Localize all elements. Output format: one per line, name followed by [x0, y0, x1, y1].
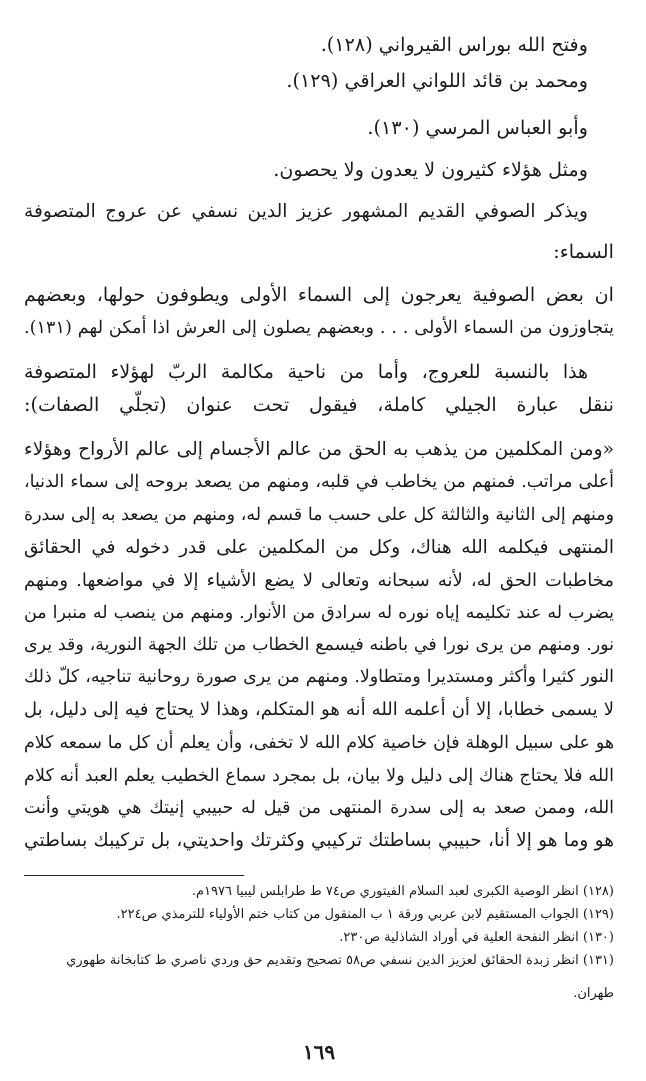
page-number: ١٦٩ [302, 1040, 336, 1064]
quote-line: ان بعض الصوفية يعرجون إلى السماء الأولى ويطوفون حولها، وبعضهم [24, 283, 614, 306]
quote-line: يتجاوزون من السماء الأولى . . . وبعضهم يصلون إلى العرش اذا أمكن لهم (١٣١). [24, 318, 614, 338]
text-line: ننقل عبارة الجيلي كاملة، فيقول تحت عنوان (تجلّي الصفات): [24, 393, 614, 416]
text-line: وفتح الله بوراس القيرواني (١٢٨). [320, 33, 588, 56]
quote-line: الله فلا يحتاج هناك إلى دليل ولا بيان، بل بمجرد سماع الخطيب يعلم العبد أنه كلام [24, 766, 614, 786]
quote-line: لا يسمى خطابا، إلا أن أعلمه الله أنه هو المتكلم، وهذا لا يحتاج فيه إلى دليل، بل [24, 699, 614, 720]
text-line: هذا بالنسبة للعروج، وأما من ناحية مكالمة الربّ لهؤلاء المتصوفة [24, 361, 588, 383]
quote-line: هو وما هو إلا أنا، حبيبي بساطتك تركيبي وكثرتك واحديتي، بل تركيبك بساطتي [24, 830, 614, 851]
quote-line: المنتهى فيكلمه الله هناك، وكل من المكلمين على قدر دخوله في الحقائق [24, 537, 614, 558]
quote-line: هو على سبيل الوهلة فإن خاصية كلام الله لا تخفى، وأن يعلم أن كل ما سمعه كلام [24, 733, 614, 753]
text-line: وأبو العباس المرسي (١٣٠). [367, 116, 588, 139]
text-line: ومحمد بن قائد اللواني العراقي (١٢٩). [286, 69, 588, 92]
book-page [24, 30, 614, 1070]
quote-line: الله، وممن صعد به إلى سدرة المنتهى من قيل له حبيبي إنيتك هي هويتي وأنت [24, 798, 614, 818]
text-line: ويذكر الصوفي القديم المشهور عزيز الدين نسفي عن عروج المتصوفة [24, 201, 588, 222]
footnote: طهران. [573, 986, 614, 1001]
quote-line: نور. ومنهم من يرى نورا في باطنه فيسمع الخطاب من تلك الجهة النورية، وقد يرى [24, 635, 614, 655]
quote-line: يضرب له عند تكليمه إياه نوره له سرادق من الأنوار. ومنهم من ينصب له منبرا من [24, 603, 614, 623]
text-line: السماء: [553, 240, 614, 263]
footnote: (١٣١) انظر زبدة الحقائق لعزيز الدين نسفي ص٥٨ تصحيح وتقديم حق وردي ناصري ط كتابخانة طهوري [66, 953, 614, 968]
quote-line: ومنهم إلى الثانية والثالثة كل على حسب ما قسم له، ومنهم من يصعد به إلى سدرة [24, 505, 614, 525]
quote-line: أعلى مراتب. فمنهم من يخاطب في قلبه، ومنهم من يصعد بروحه إلى سماء الدنيا، [24, 472, 614, 492]
quote-line: «ومن المكلمين من يذهب به الحق من عالم الأجسام إلى عالم الأرواح وهؤلاء [24, 439, 614, 460]
footnote: (١٢٩) الجواب المستقيم لابن عربي ورقة ١ ب المنقول من كتاب ختم الأولياء للترمذي ص٢٢٤. [116, 907, 614, 922]
quote-line: مخاطبات الحق له، لأنه سبحانه وتعالى لا يضع الأشياء إلا في مواضعها. ومنهم [24, 570, 614, 591]
footnote-divider [24, 875, 244, 876]
quote-line: النور كثيرا وأكثر ومستديرا ومتطاولا. ومنهم من يرى صورة روحانية تناجيه، كلّ ذلك [24, 667, 614, 687]
footnote: (١٢٨) انظر الوصية الكبرى لعبد السلام الفيتوري ص٧٤ ط طرابلس ليبيا ١٩٧٦م. [191, 884, 614, 899]
text-line: ومثل هؤلاء كثيرون لا يعدون ولا يحصون. [273, 158, 588, 181]
footnote: (١٣٠) انظر النفحة العلية في أوراد الشاذلية ص٢٣٠. [339, 930, 614, 945]
